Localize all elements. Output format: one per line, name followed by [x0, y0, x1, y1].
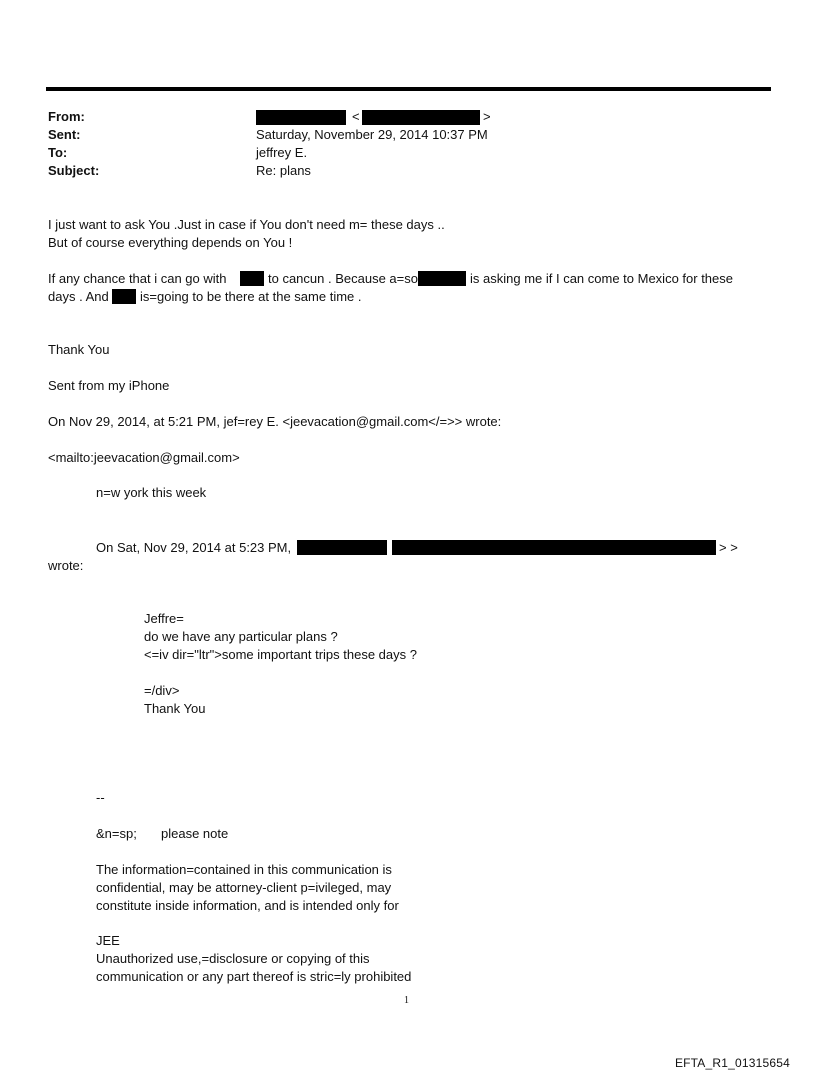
redaction-quote-sender-email — [392, 540, 716, 555]
inner-line-3: <=iv dir="ltr">some important trips these days ? — [144, 647, 417, 662]
signature-line-4: JEE — [96, 933, 120, 948]
redaction-name-2 — [418, 271, 466, 286]
redaction-sender-name — [256, 110, 346, 125]
inner-line-1: Jeffre= — [144, 611, 184, 626]
body-para2-d: days . And — [48, 289, 109, 304]
from-open-bracket: < — [352, 109, 360, 124]
to-label: To: — [48, 145, 68, 160]
body-para2-b: to cancun . Because a=so — [268, 271, 418, 286]
redaction-name-1 — [240, 271, 264, 286]
body-para2-e: is=going to be there at the same time . — [140, 289, 362, 304]
sent-label: Sent: — [48, 127, 81, 142]
signature-line-5: Unauthorized use,=disclosure or copying of this — [96, 951, 370, 966]
from-close-bracket: > — [483, 109, 491, 124]
subject-value: Re: plans — [256, 163, 311, 178]
to-value: jeffrey E. — [256, 145, 308, 160]
redaction-name-3 — [112, 289, 136, 304]
quote-header-1: On Nov 29, 2014, at 5:21 PM, jef=rey E. <jeevacation@gmail.com</=>> wrote: — [48, 414, 502, 429]
signature-line-2: confidential, may be attorney-client p=ivileged, may — [96, 880, 392, 895]
from-label: From: — [48, 109, 85, 124]
inner-line-4: =/div> — [144, 683, 180, 698]
signature-line-3: constitute inside information, and is intended only for — [96, 898, 399, 913]
sent-value: Saturday, November 29, 2014 10:37 PM — [256, 127, 488, 142]
quote-header-2-wrote: wrote: — [48, 558, 84, 573]
signature-note-text: please note — [161, 826, 229, 841]
body-para2-c: is asking me if I can come to Mexico for these — [470, 271, 733, 286]
body-para2-a: If any chance that i can go with — [48, 271, 227, 286]
subject-label: Subject: — [48, 163, 100, 178]
redaction-sender-email — [362, 110, 480, 125]
body-line-1: I just want to ask You .Just in case if You don't need m= these days .. — [48, 217, 445, 232]
document-id: EFTA_R1_01315654 — [674, 1056, 790, 1070]
inner-line-2: do we have any particular plans ? — [144, 629, 338, 644]
page-number: 1 — [404, 995, 409, 1006]
body-line-2: But of course everything depends on You ! — [48, 235, 293, 250]
quote-header-2-close: > > — [719, 540, 738, 555]
header-rule — [46, 87, 771, 91]
signature-note-entity: &n=sp; — [96, 826, 137, 841]
sent-from-line: Sent from my iPhone — [48, 378, 170, 393]
redaction-quote-sender-name — [297, 540, 387, 555]
inner-line-5: Thank You — [144, 701, 206, 716]
signature-dash: -- — [96, 790, 105, 805]
quote-header-2: On Sat, Nov 29, 2014 at 5:23 PM, — [96, 540, 292, 555]
signature-line-1: The information=contained in this communication is — [96, 862, 392, 877]
reply-line: n=w york this week — [96, 485, 207, 500]
thanks-line: Thank You — [48, 342, 110, 357]
signature-line-6: communication or any part thereof is stric=ly prohibited — [96, 969, 412, 984]
mailto-line: <mailto:jeevacation@gmail.com> — [48, 450, 240, 465]
